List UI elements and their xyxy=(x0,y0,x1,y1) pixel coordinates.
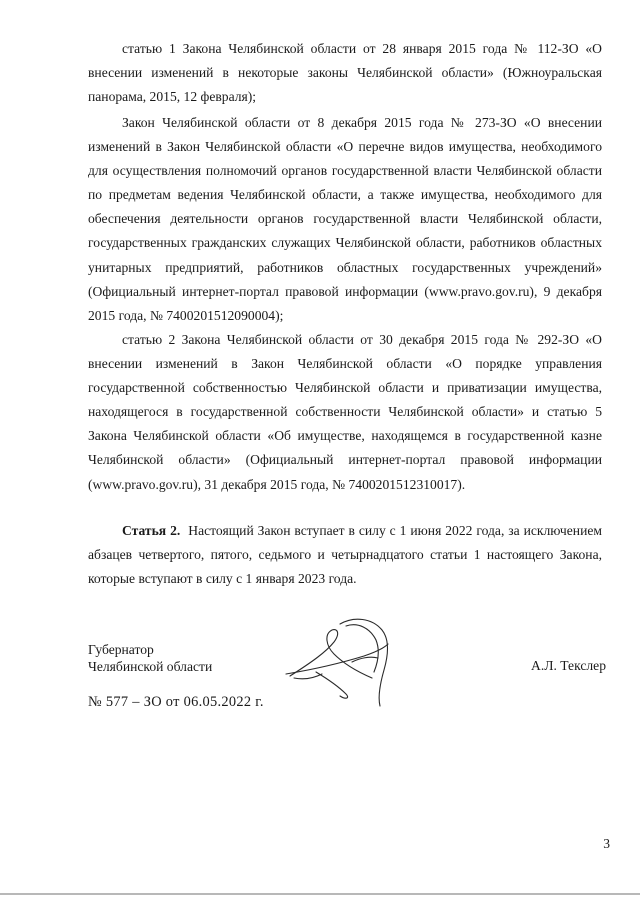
signatory-position-line2: Челябинской области xyxy=(88,659,213,674)
article-2-title: Статья 2. xyxy=(122,523,181,538)
paragraph-law-112: статью 1 Закона Челябинской области от 28 января 2015 года № 112-ЗО «О внесении изменений в некоторые законы Челябинской области» (Южноуральская панорама, 2015, 12 февраля); xyxy=(88,41,602,105)
law-number: № 577 – ЗО от 06.05.2022 г. xyxy=(88,694,264,710)
signatory-position-line1: Губернатор xyxy=(88,642,154,657)
article-2 xyxy=(88,519,602,591)
paragraph-law-292: статью 2 Закона Челябинской области от 30 декабря 2015 года № 292-ЗО «О внесении изменений в Закон Челябинской области «О порядке управления государственной собственностью Челябинской области и приватизации имущества, находящегося в государственной собственности Челябинской области» и статью 5 Закона Челябинской области «Об имуществе, находящемся в государственной казне Челябинской области» (Официальный интернет-портал правовой информации (www.pravo.gov.ru), 31 декабря 2015 года, № 7400201512310017). xyxy=(88,332,602,492)
bottom-divider xyxy=(0,893,640,895)
article-2-text: Настоящий Закон вступает в силу с 1 июня 2022 года, за исключением абзацев четвертого, пятого, седьмого и четырнадцатого статьи 1 настоящего Закона, которые вступают в силу с 1 января 2023 года. xyxy=(88,523,602,587)
handwritten-signature-icon xyxy=(280,612,410,712)
signatory-name: А.Л. Текслер xyxy=(531,658,606,673)
page-number: 3 xyxy=(603,836,610,851)
paragraph-law-273: Закон Челябинской области от 8 декабря 2015 года № 273-ЗО «О внесении изменений в Закон Челябинской области «О перечне видов имущества, необходимого для осуществления полномочий органов государственной власти Челябинской области по предметам ведения Челябинской области, а также имущества, необходимого для обеспечения деятельности органов государственной власти Челябинской области, государственных гражданских служащих Челябинской области, работников областных унитарных предприятий, работников областных государственных учреждений» (Официальный интернет-портал правовой информации (www.pravo.gov.ru), 9 декабря 2015 года, № 7400201512090004); xyxy=(88,115,602,323)
signatory-position xyxy=(88,641,212,675)
